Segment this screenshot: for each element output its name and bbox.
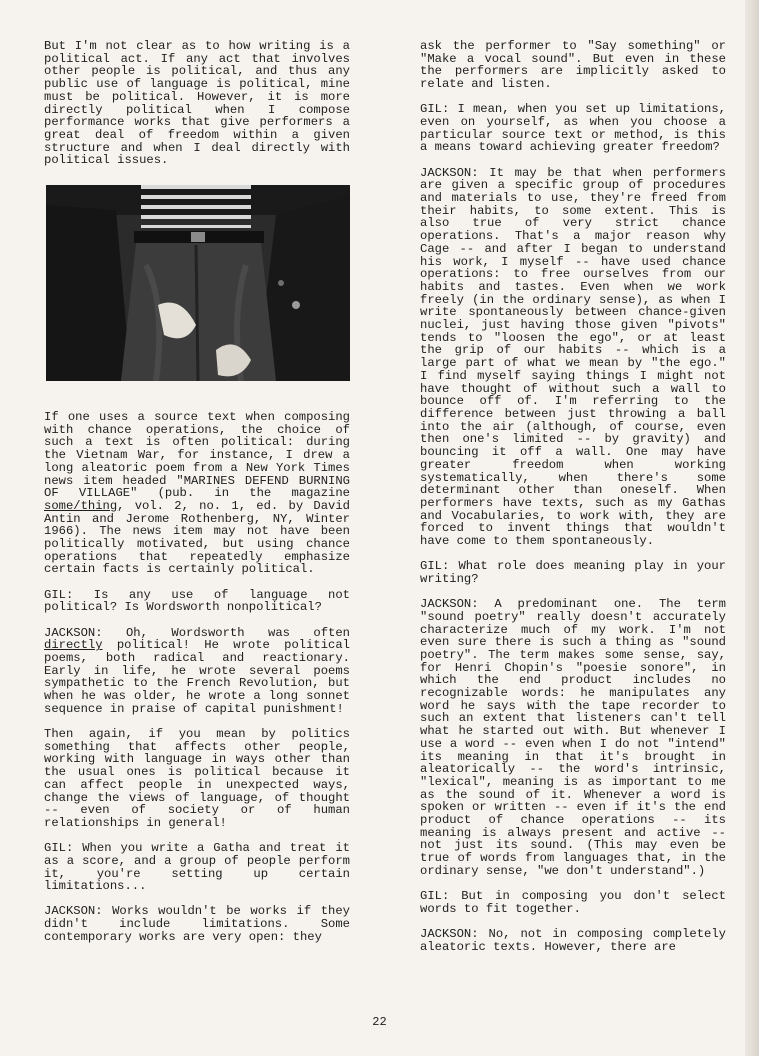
paragraph (44, 627, 350, 716)
emphasis: directly (44, 638, 103, 653)
paragraph: JACKSON: No, not in composing completely aleatoric texts. However, there are (420, 927, 726, 954)
text-span: JACKSON: Oh, Wordsworth was often (44, 625, 350, 640)
text-span: political! He wrote political poems, both radical and reactionary. Early in life, he wrote several poems sympathetic to the French Revolution, but when he was older, he wrote a long sonnet sequence in praise of capital punishment! (44, 638, 350, 716)
paragraph: GIL: But in composing you don't select words to fit together. (420, 889, 726, 916)
paragraph: GIL: Is any use of language not political? Is Wordsworth nonpolitical? (44, 587, 350, 615)
left-column (44, 40, 350, 956)
paragraph: Then again, if you mean by politics something that affects other people, working with language in ways other than the usual ones is political because it can affect people in unexpected ways, change the views of language, of thought -- even of society or of human relationships in general! (44, 727, 350, 830)
paragraph: ask the performer to "Say something" or "Make a vocal sound". But even in these the performers are implicitly asked to relate and listen. (420, 39, 726, 92)
photograph-performer (46, 185, 350, 381)
paragraph (44, 411, 350, 576)
magazine-title: some/thing (44, 498, 118, 513)
photo-illustration (46, 185, 350, 381)
paragraph: GIL: I mean, when you set up limitations, even on yourself, as when you choose a particular source text or method, is this a means toward achieving greater freedom? (420, 102, 726, 155)
paragraph: GIL: When you write a Gatha and treat it as a score, and a group of people perform it, you're setting up certain limitations... (44, 841, 350, 894)
paragraph: JACKSON: Works wouldn't be works if they didn't include limitations. Some contemporary works are very open: they (44, 904, 350, 944)
paragraph: GIL: What role does meaning play in your writing? (420, 559, 726, 586)
text-span: , vol. 2, no. 1, ed. by David Antin and Jerome Rothenberg, NY, Winter 1966). The news item may not have been politically motivated, but using chance operations that repeatedly emphasize certain facts is certainly political. (44, 498, 350, 577)
page-number: 22 (372, 1015, 387, 1029)
text-span: If one uses a source text when composing with chance operations, the choice of such a text is often political: during the Vietnam War, for instance, I drew a long aleatoric poem from a New York Times news item headed "MARINES DEFEND BURNING OF VILLAGE" (pub. in the magazine (44, 410, 350, 501)
paragraph: JACKSON: It may be that when performers are given a specific group of procedures and materials to use, they're freed from their habits, to some extent. This is also true of very strict chance operations. That's a major reason why Cage -- and after I began to understand his work, I myself -- have used chance operations: to free ourselves from our habits and tastes. Even when we work freely (in the ordinary sense), as when I write spontaneously between chance-given nuclei, just having those given "pivots" tends to "loosen the ego", or at least the grip of our habits -- which is a large part of what we mean by "the ego." I find myself saying things I might not have thought of without such a wall to bounce off of. I'm referring to the difference between just throwing a ball into the air (although, of course, even then one's limited -- by gravity) and bouncing it off a wall. One may have greater freedom when working systematically, when there's some determinant other than oneself. When performers have texts, such as my Gathas and Vocabularies, to work with, they are forced to invent things that wouldn't have come to them spontaneously. (420, 165, 726, 549)
paragraph: But I'm not clear as to how writing is a political act. If any act that involves other people is political, and thus any public use of language is political, mine must be political. However, it is more directly political when I compose performance works that give performers a great deal of freedom within a given structure and when I deal directly with political issues. (44, 39, 350, 168)
paragraph: JACKSON: A predominant one. The term "sound poetry" really doesn't accurately characterize much of my work. I'm not even sure there is such a thing as "sound poetry". The term makes some sense, say, for Henri Chopin's "poesie sonore", in which the end product includes no recognizable words: he manipulates any word he says with the tape recorder to such an extent that listeners can't tell what he started out with. But whenever I use a word -- even when I do not "intend" its meaning in that it's brought in aleatorically -- the word's intrinsic, "lexical", meaning is as important to me as the sound of it. Whenever a word is spoken or written -- even if it's the end product of chance operations -- its meaning is always present and active -- not just its sound. (This may even be true of words from languages that, in the ordinary sense, "we don't understand".) (420, 597, 726, 878)
right-column (420, 40, 726, 966)
page-edge-shadow (745, 0, 759, 1056)
